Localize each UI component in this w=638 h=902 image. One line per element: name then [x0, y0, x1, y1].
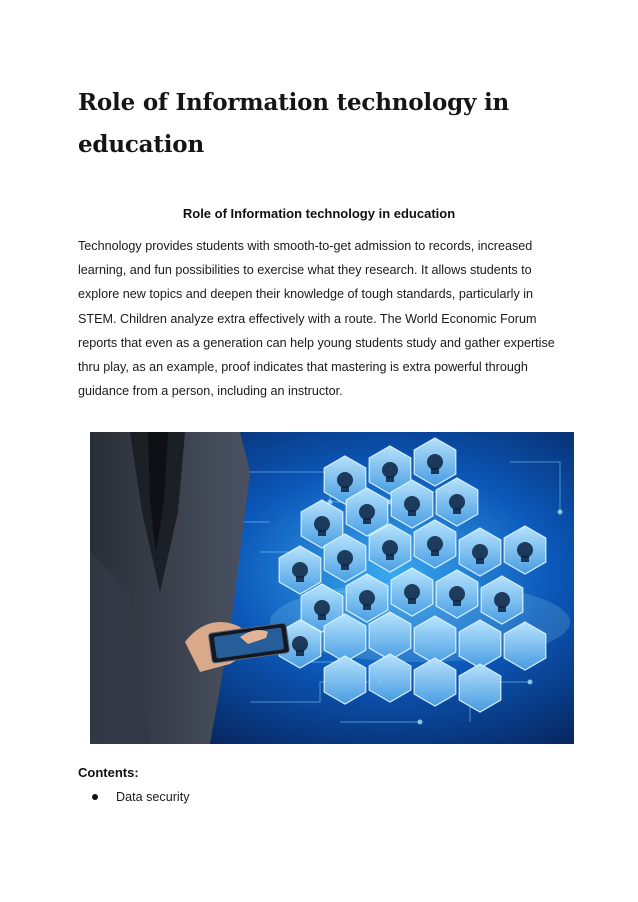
contents-list — [78, 787, 558, 807]
hero-illustration — [90, 432, 574, 744]
list-item-label: Data security — [116, 790, 190, 804]
section-subtitle: Role of Information technology in education — [182, 206, 456, 221]
contents-heading: Contents: — [78, 765, 139, 780]
list-item — [78, 787, 558, 807]
hero-image — [90, 432, 574, 744]
document-title: Role of Information technology in education — [78, 89, 510, 158]
body-paragraph: Technology provides students with smooth-to-get admission to records, increased learning, and fun possibilities to exercise what they research. It allows students to explore new topics and deepen their knowledge of tough standards, particularly in STEM. Children analyze extra effectively with a route. The World Economic Forum reports that even as a generation can help young students study and gather expertise thru play, as an example, proof indicates that mastering is extra powerful through guidance from a person, including an instructor. — [78, 239, 555, 399]
bullet-icon — [92, 794, 98, 800]
